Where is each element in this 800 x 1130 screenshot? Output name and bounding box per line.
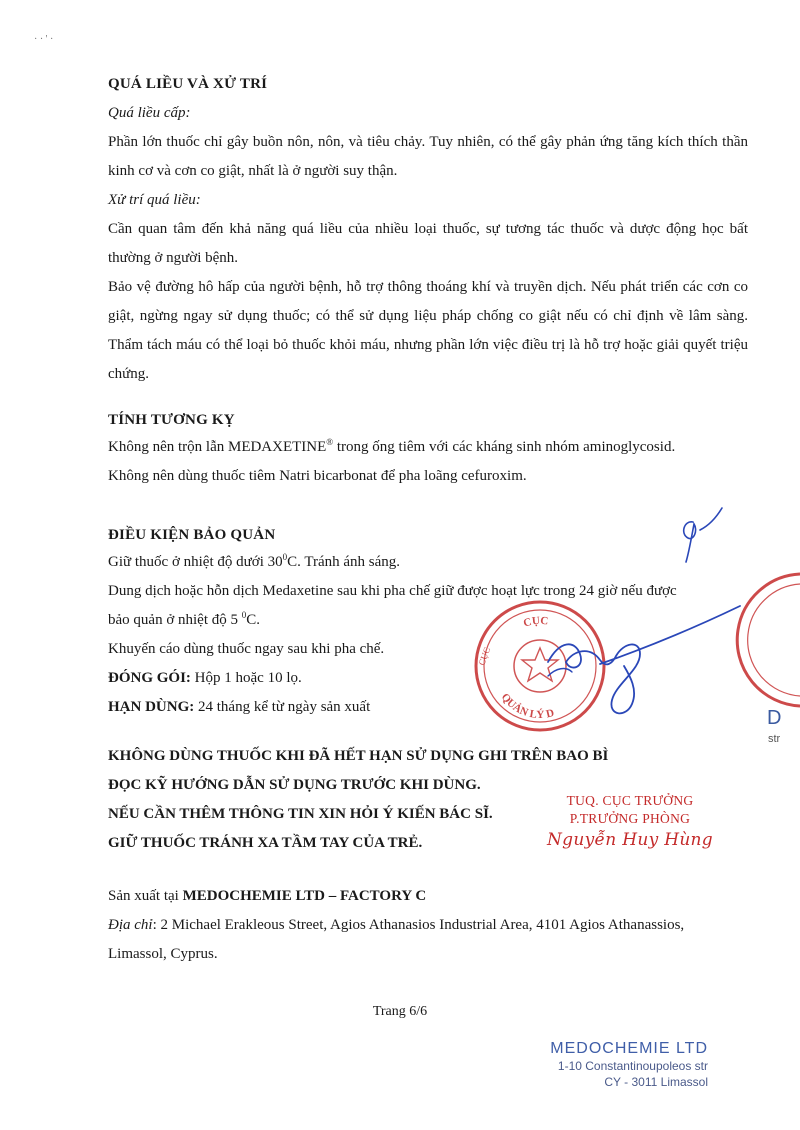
svg-text:CỤC: CỤC bbox=[476, 645, 493, 667]
side-stamp-text: str bbox=[768, 733, 781, 745]
storage-line-4: Khuyến cáo dùng thuốc ngay sau khi pha chế. bbox=[108, 641, 385, 657]
warning-line: NẾU CẦN THÊM THÔNG TIN XIN HỎI Ý KIẾN BÁC SĨ. bbox=[108, 806, 493, 822]
incompatibility-section bbox=[108, 412, 748, 491]
company-stamp-city: CY - 3011 Limassol bbox=[604, 1075, 708, 1089]
approval-signature-block bbox=[530, 792, 730, 850]
overdose-treatment-paragraph-1: Cần quan tâm đến khả năng quá liều của nhiều loại thuốc, sự tương tác thuốc và dược động học bất thường ở người bệnh. bbox=[108, 221, 748, 266]
acute-overdose-text: Phần lớn thuốc chỉ gây buồn nôn, nôn, và tiêu chảy. Tuy nhiên, có thể gây phản ứng tăng kích thích thần kinh cơ và cơn co giật, nhất là ở người suy thận. bbox=[108, 134, 748, 179]
overdose-treatment-paragraph-2: Bảo vệ đường hô hấp của người bệnh, hỗ trợ thông thoáng khí và truyền dịch. Nếu phát triển các cơn co giật, ngừng ngay sử dụng thuốc; có thể sử dụng liệu pháp chống co giật nếu có chỉ định về lâm sàng. Thẩm tách máu có thể loại bỏ thuốc khỏi máu, nhưng phần lớn việc điều trị là hỗ trợ hoặc giải quyết triệu chứng. bbox=[108, 279, 748, 382]
approval-title-line-2: P.TRƯỞNG PHÒNG bbox=[569, 811, 691, 826]
partial-seal-stamp bbox=[730, 570, 800, 710]
incompatibility-line-2: Không nên dùng thuốc tiêm Natri bicarbonat để pha loãng cefuroxim. bbox=[108, 468, 527, 484]
manufacturer-section bbox=[108, 882, 748, 969]
company-stamp bbox=[518, 1040, 708, 1090]
page-number: Trang 6/6 bbox=[372, 1004, 428, 1019]
storage-heading: ĐIỀU KIỆN BẢO QUẢN bbox=[108, 527, 276, 543]
packaging-line: ĐÓNG GÓI: Hộp 1 hoặc 10 lọ. bbox=[108, 670, 302, 686]
expiry-line: HẠN DÙNG: 24 tháng kể từ ngày sản xuất bbox=[108, 699, 371, 715]
company-stamp-name: MEDOCHEMIE LTD bbox=[550, 1040, 708, 1057]
official-seal-stamp bbox=[470, 596, 610, 736]
address-line-1: Địa chỉ: 2 Michael Erakleous Street, Agios Athanasios Industrial Area, 4101 Agios Athanassios, bbox=[108, 917, 685, 933]
svg-text:CỤC: CỤC bbox=[522, 614, 549, 630]
overdose-treatment-label: Xử trí quá liều: bbox=[108, 192, 201, 208]
company-stamp-street: 1-10 Constantinoupoleos str bbox=[557, 1059, 708, 1073]
scan-marks: · · ' · bbox=[34, 34, 54, 45]
warning-line: KHÔNG DÙNG THUỐC KHI ĐÃ HẾT HẠN SỬ DỤNG GHI TRÊN BAO BÌ bbox=[108, 748, 609, 764]
storage-line-1: Giữ thuốc ở nhiệt độ dưới $30^0C$. Tránh ánh sáng. bbox=[108, 552, 401, 570]
warning-line: ĐỌC KỸ HƯỚNG DẪN SỬ DỤNG TRƯỚC KHI DÙNG. bbox=[108, 777, 481, 793]
approval-title-line-1: TUQ. CỤC TRƯỞNG bbox=[566, 793, 694, 808]
storage-line-3: bảo quản ở nhiệt độ 5 $^0$C. bbox=[108, 610, 261, 628]
storage-line-2: Dung dịch hoặc hỗn dịch Medaxetine sau khi pha chế giữ được hoạt lực trong 24 giờ nếu được bbox=[108, 583, 677, 599]
acute-overdose-label: Quá liều cấp: bbox=[108, 105, 191, 121]
approval-signatory-name: Nguyễn Huy Hùng bbox=[546, 830, 713, 850]
manufacturer-line: Sản xuất tại MEDOCHEMIE LTD – FACTORY C bbox=[108, 888, 427, 904]
incompatibility-line-1: Không nên trộn lẫn MEDAXETINE® trong ống tiêm với các kháng sinh nhóm aminoglycosid. bbox=[108, 437, 676, 455]
warning-line: GIỮ THUỐC TRÁNH XA TẦM TAY CỦA TRẺ. bbox=[108, 835, 423, 851]
overdose-heading: QUÁ LIỀU VÀ XỬ TRÍ bbox=[108, 76, 268, 92]
side-stamp-letter: D bbox=[767, 707, 782, 729]
overdose-section bbox=[108, 76, 748, 389]
storage-section bbox=[108, 527, 748, 722]
svg-text:QUẢN LÝ D: QUẢN LÝ D bbox=[498, 691, 556, 722]
address-line-2: Limassol, Cyprus. bbox=[108, 946, 218, 962]
incompatibility-heading: TÍNH TƯƠNG KỴ bbox=[108, 412, 235, 428]
